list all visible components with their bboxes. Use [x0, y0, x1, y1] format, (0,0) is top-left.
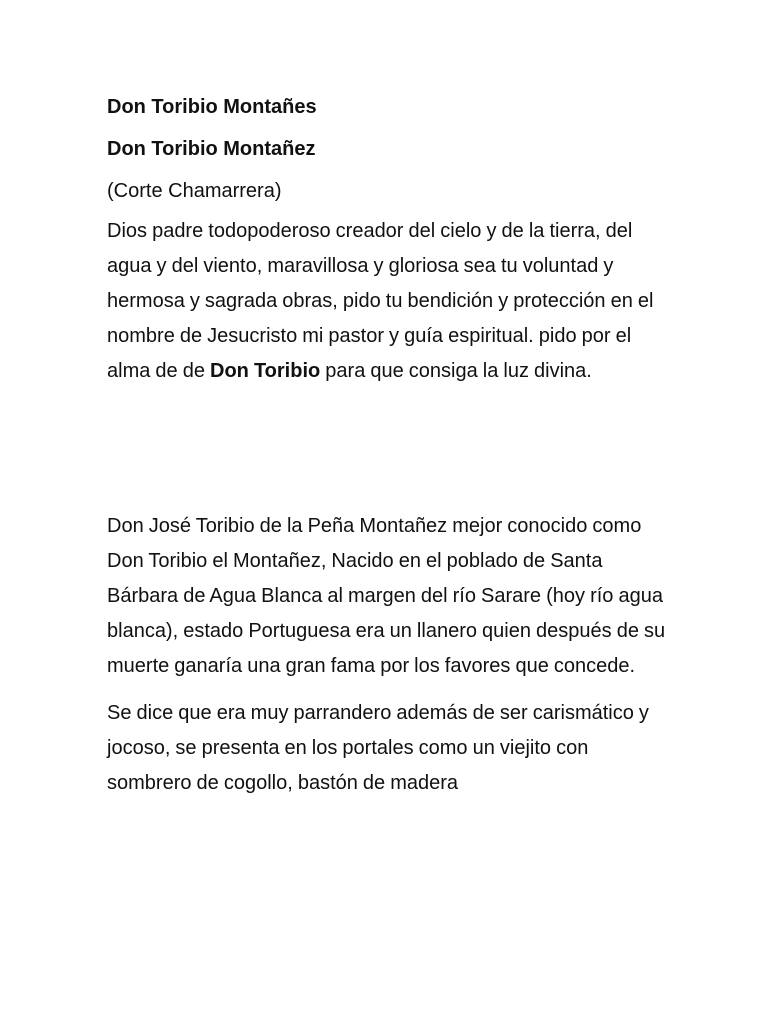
document-title-2: Don Toribio Montañez [107, 138, 316, 160]
prayer-text-start: Dios padre todopoderoso creador del cielo y de la tierra, del agua y del viento, maravillosa y gloriosa sea tu voluntad y hermosa y sagrada obras, pido tu bendición y protección en el nombre de Jesucristo mi pastor y guía espiritual. pido por el alma de de [107, 220, 654, 382]
document-title-1: Don Toribio Montañes [107, 96, 317, 118]
prayer-bold-name: Don Toribio [210, 360, 321, 382]
biography-paragraph: Don José Toribio de la Peña Montañez mejor conocido como Don Toribio el Montañez, Nacido en el poblado de Santa Bárbara de Agua Blanca al margen del río Sarare (hoy río agua blanca), estado Portuguesa era un llanero quien después de su muerte ganaría una gran fama por los favores que concede. [107, 515, 666, 677]
prayer-paragraph [107, 214, 667, 389]
description-paragraph: Se dice que era muy parrandero además de ser carismático y jocoso, se presenta en los portales como un viejito con sombrero de cogollo, bastón de madera [107, 702, 649, 794]
blank-space [107, 401, 667, 509]
prayer-text-end: para que consiga la luz divina. [320, 360, 592, 382]
document-page [107, 92, 667, 813]
document-subtitle: (Corte Chamarrera) [107, 180, 282, 202]
